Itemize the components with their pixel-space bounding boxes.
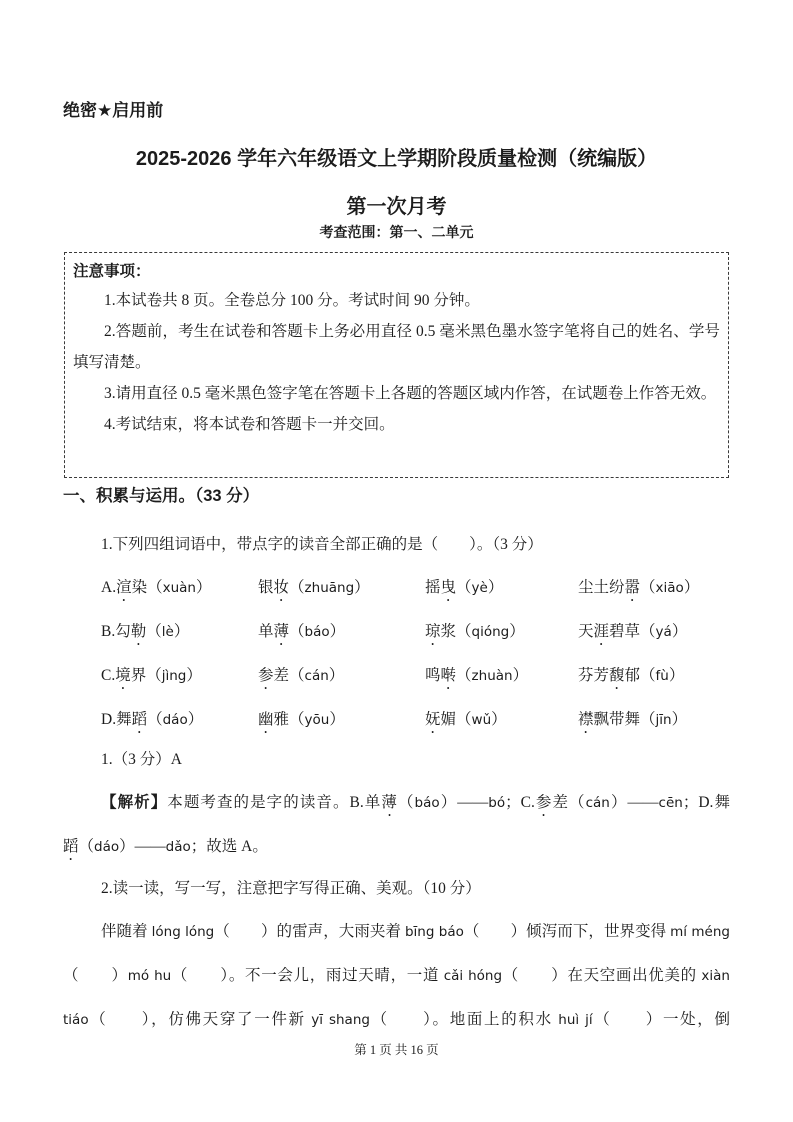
page-number: 第 1 页 共 16 页 [354, 1043, 439, 1057]
option-item: C.境界（jìng） [101, 667, 202, 684]
q1-stem: 1.下列四组词语中，带点字的读音全部正确的是（ ）。（3 分） [101, 536, 543, 553]
option-item: 鸣啭（zhuàn） [425, 667, 529, 684]
notice-box [64, 252, 729, 478]
classification-label: 绝密★启用前 [63, 101, 164, 120]
q1-answer: 1.（3 分）A [101, 751, 182, 768]
option-item: 摇曳（yè） [425, 579, 504, 596]
text-line: （ ）mó hu（ ）。不一会儿，雨过天晴，一道 cǎi hóng（ ）在天空画出优美的 xiàn [63, 967, 730, 984]
option-item: 襟飘带舞（jīn） [578, 711, 688, 728]
notice-item: 2.答题前，考生在试卷和答题卡上务必用直径 0.5 毫米黑色墨水签字笔将自己的姓名、学号填写清楚。 [73, 323, 720, 371]
option-item: 芬芳馥郁（fù） [578, 667, 685, 684]
section-heading: 一、积累与运用。（33 分） [63, 487, 260, 505]
option-item: 琼浆（qióng） [425, 623, 525, 640]
text-line: 蹈（dáo）——dǎo；故选 A。 [63, 838, 268, 855]
notice-item: 3.请用直径 0.5 毫米黑色签字笔在答题卡上各题的答题区域内作答，在试题卷上作答无效。 [104, 385, 717, 402]
option-item: 单薄（báo） [258, 623, 346, 640]
q2-passage [63, 910, 730, 1042]
text-line: 伴随着 lóng lóng（ ）的雷声，大雨夹着 bīng báo（ ）倾泻而下，世界变得 mí méng [101, 923, 730, 940]
notice-heading: 注意事项： [73, 263, 151, 280]
option-row [101, 698, 730, 742]
q2-stem: 2.读一读，写一写，注意把字写得正确、美观。（10 分） [101, 880, 481, 897]
notice-item: 4.考试结束，将本试卷和答题卡一并交回。 [104, 416, 395, 433]
option-row [101, 566, 730, 610]
option-item: 幽雅（yōu） [258, 711, 345, 728]
q1-options [63, 566, 730, 742]
q1-analysis [63, 781, 730, 869]
notice-items [73, 285, 720, 440]
exam-subtitle: 第一次月考 [346, 196, 447, 218]
option-item: B.勾勒（lè） [101, 623, 190, 640]
notice-item: 1.本试卷共 8 页。全卷总分 100 分。考试时间 90 分钟。 [104, 292, 480, 309]
option-item: A.渲染（xuàn） [101, 579, 212, 596]
option-row [101, 610, 730, 654]
option-item: 银妆（zhuāng） [258, 579, 370, 596]
option-row [101, 654, 730, 698]
exam-title: 2025-2026 学年六年级语文上学期阶段质量检测（统编版） [135, 148, 658, 170]
text-line: 【解析】本题考查的是字的读音。B.单薄（báo）——bó；C.参差（cán）——cēn；D.舞 [101, 794, 730, 811]
exam-page [63, 0, 730, 1122]
option-item: D.舞蹈（dáo） [101, 711, 204, 728]
exam-scope: 考查范围：第一、二单元 [319, 226, 474, 241]
option-item: 妩媚（wǔ） [425, 711, 507, 728]
option-item: 天涯碧草（yá） [578, 623, 688, 640]
option-item: 尘土纷嚣（xiāo） [578, 579, 700, 596]
text-line: tiáo（ ），仿佛天穿了一件新 yī shang（ ）。地面上的积水 huì jí（ ）一处，倒 [63, 1011, 730, 1028]
option-item: 参差（cán） [258, 667, 345, 684]
